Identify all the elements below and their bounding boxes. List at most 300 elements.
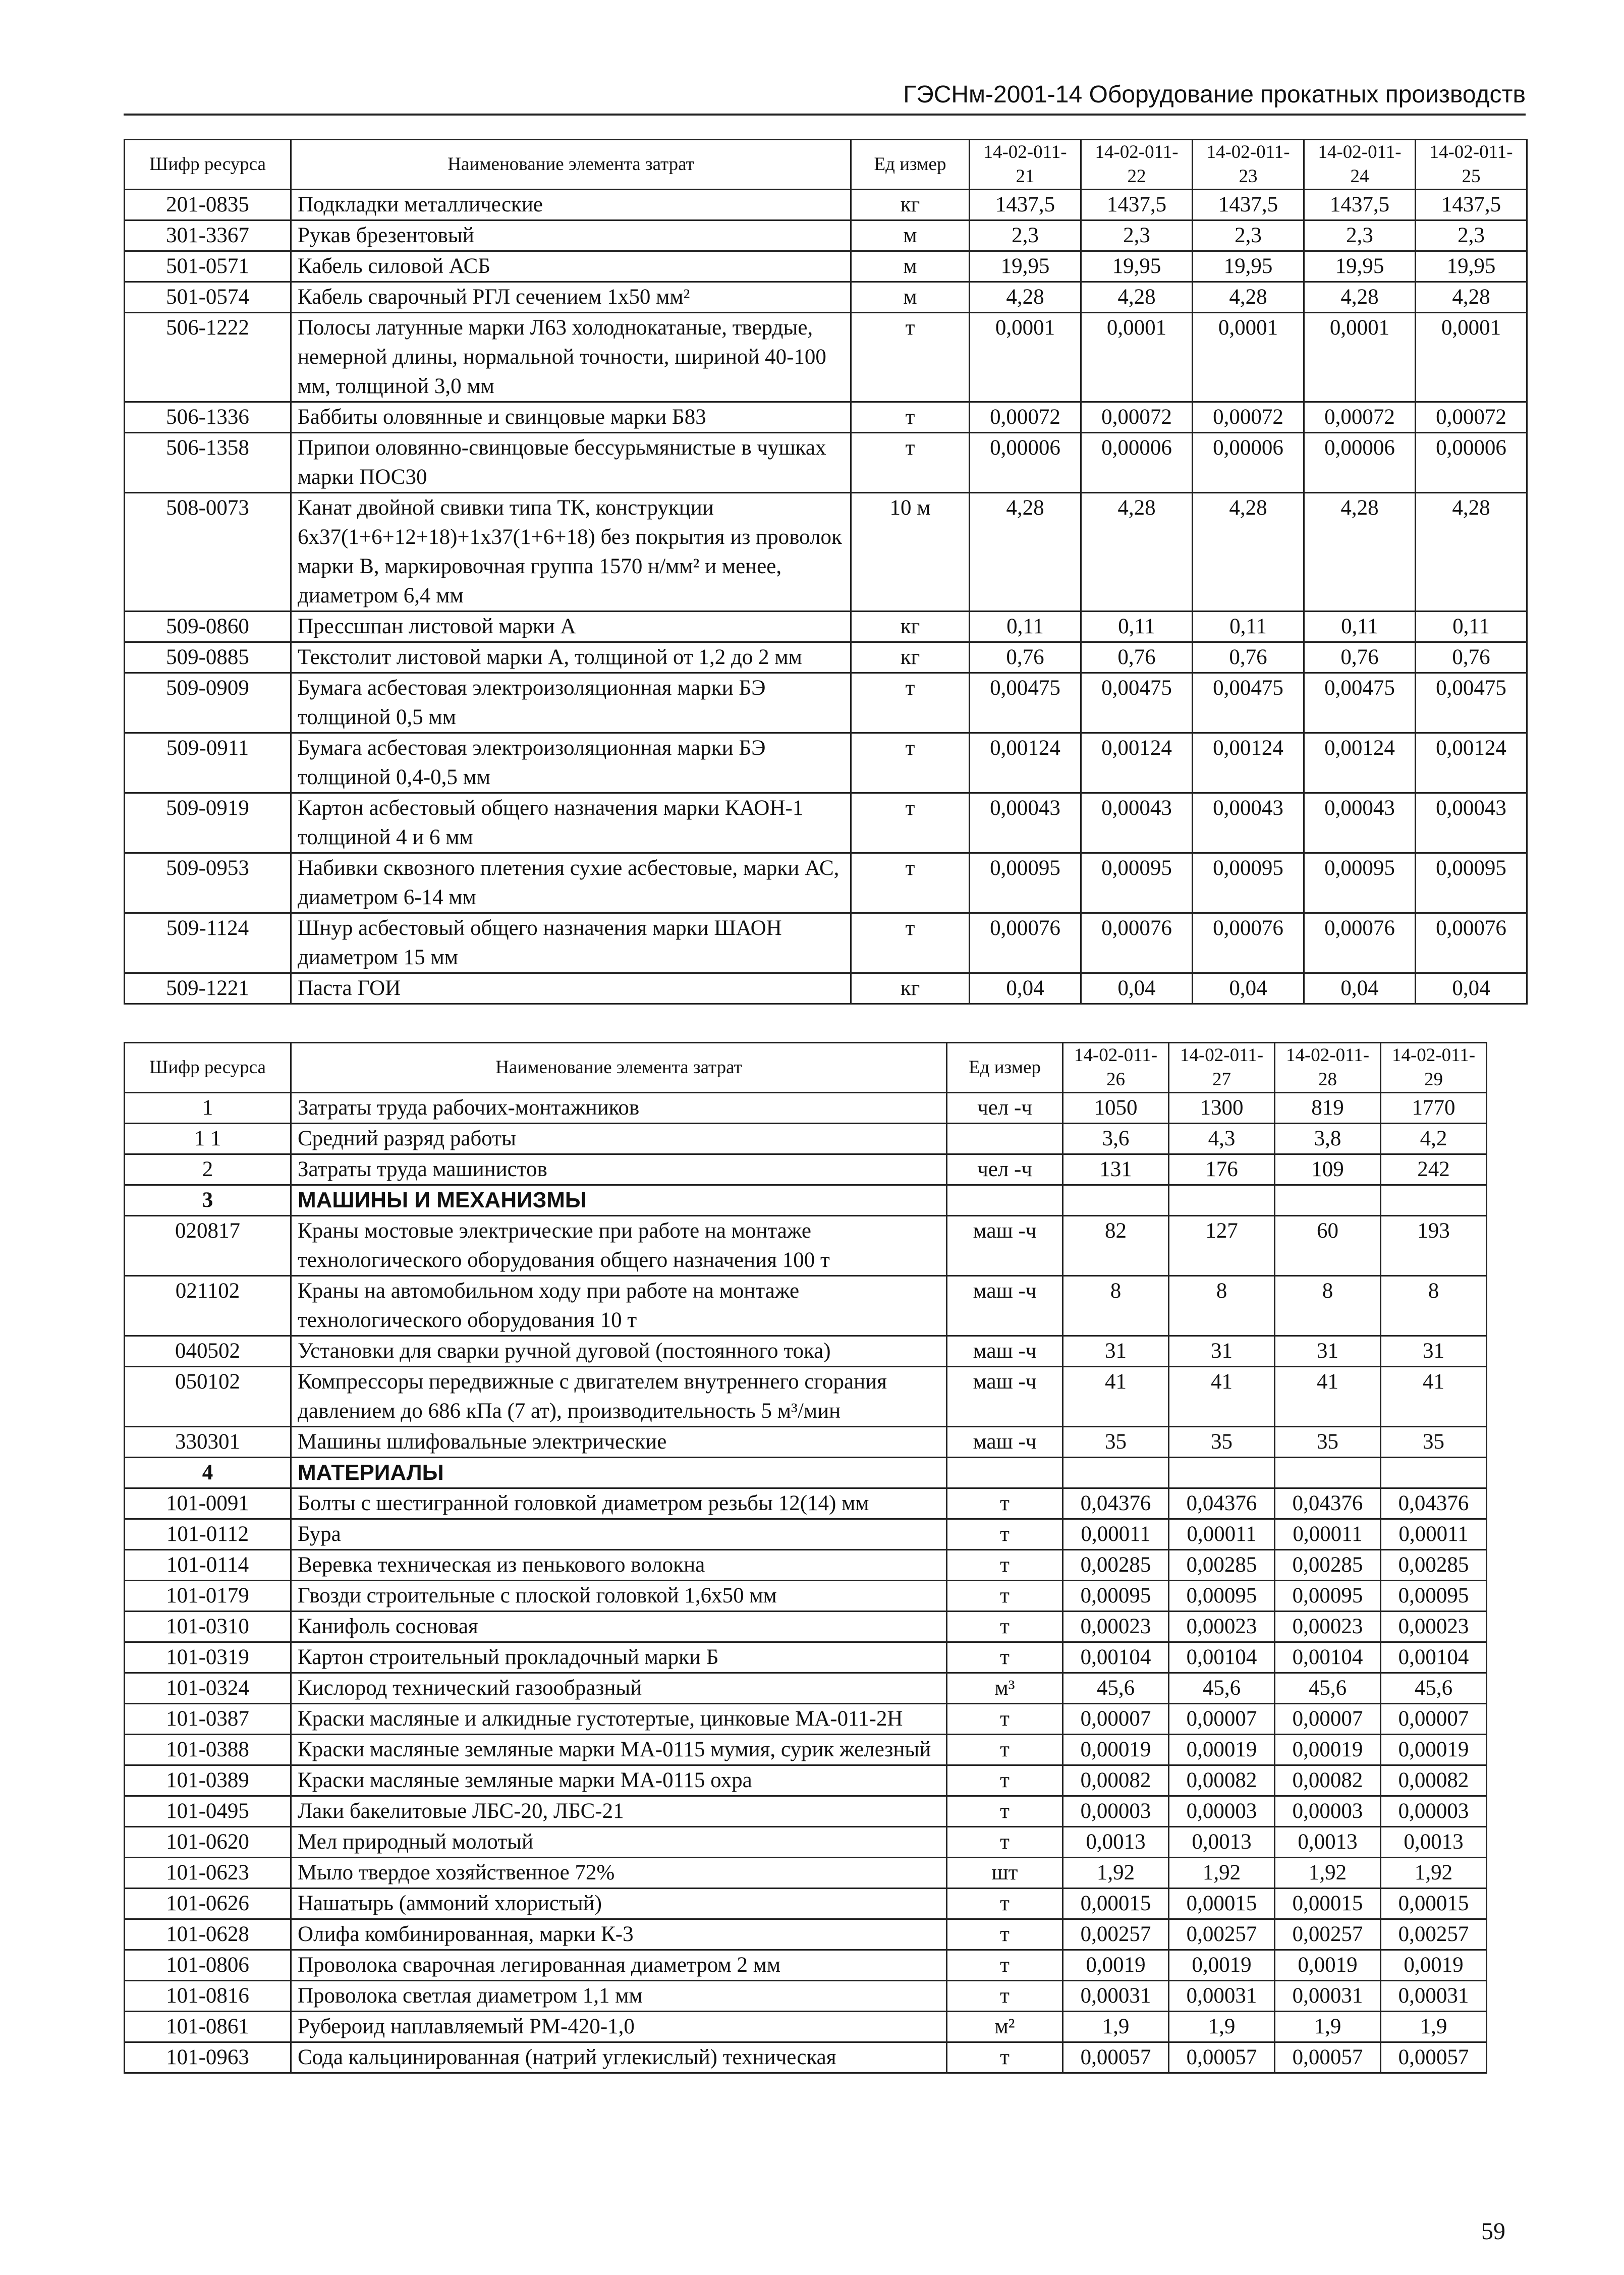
value-cell: 0,00475 <box>1193 673 1304 733</box>
value-cell: 4,28 <box>1416 493 1527 612</box>
resource-code-cell: 101-0806 <box>125 1950 291 1981</box>
value-cell: 0,00019 <box>1169 1735 1275 1765</box>
value-cell: 0,00057 <box>1275 2042 1381 2073</box>
table-row <box>125 1765 1487 1796</box>
value-cell: 0,00057 <box>1381 2042 1487 2073</box>
resource-name-cell: Рубероид наплавляемый РМ-420-1,0 <box>291 2012 947 2042</box>
resource-table-1 <box>124 139 1528 1005</box>
resource-code-cell: 506-1336 <box>125 402 291 433</box>
value-cell: 0,00072 <box>1193 402 1304 433</box>
value-cell: 0,00124 <box>1081 733 1193 793</box>
resource-code-cell: 101-0626 <box>125 1889 291 1919</box>
value-cell: 0,00007 <box>1275 1704 1381 1735</box>
table-row <box>125 1488 1487 1519</box>
value-cell: 0,00003 <box>1169 1796 1275 1827</box>
value-cell: 82 <box>1063 1216 1169 1276</box>
resource-code-cell: 101-0388 <box>125 1735 291 1765</box>
resource-name-cell: Канифоль сосновая <box>291 1612 947 1642</box>
value-cell: 0,00031 <box>1381 1981 1487 2012</box>
value-cell: 0,11 <box>1304 612 1416 642</box>
resource-code-cell: 509-0911 <box>125 733 291 793</box>
unit-cell: т <box>947 1519 1063 1550</box>
value-cell: 0,00257 <box>1381 1919 1487 1950</box>
resource-name-cell: Средний разряд работы <box>291 1124 947 1154</box>
resource-code-cell: 101-0816 <box>125 1981 291 2012</box>
unit-cell: т <box>947 1704 1063 1735</box>
unit-cell: чел -ч <box>947 1093 1063 1124</box>
value-cell: 0,00095 <box>1304 853 1416 913</box>
value-cell: 0,00019 <box>1381 1735 1487 1765</box>
value-cell: 41 <box>1063 1367 1169 1427</box>
resource-code-cell: 101-0091 <box>125 1488 291 1519</box>
value-cell: 1,9 <box>1169 2012 1275 2042</box>
unit-cell <box>947 1458 1063 1488</box>
table-row <box>125 913 1527 973</box>
resource-code-cell: 509-1124 <box>125 913 291 973</box>
unit-cell: шт <box>947 1858 1063 1889</box>
value-cell: 176 <box>1169 1154 1275 1185</box>
resource-name-cell: Шнур асбестовый общего назначения марки ШАОН диаметром 15 мм <box>291 913 851 973</box>
value-cell: 0,00095 <box>1169 1581 1275 1612</box>
table-row <box>125 1093 1487 1124</box>
column-header: 14-02-011-26 <box>1063 1043 1169 1093</box>
value-cell: 2,3 <box>1416 220 1527 251</box>
value-cell: 0,00285 <box>1063 1550 1169 1581</box>
resource-code-cell: 101-0620 <box>125 1827 291 1858</box>
value-cell: 0,00104 <box>1169 1642 1275 1673</box>
unit-cell: т <box>851 793 970 853</box>
table-row <box>125 1185 1487 1216</box>
value-cell: 4,28 <box>1416 282 1527 313</box>
value-cell: 0,11 <box>1193 612 1304 642</box>
unit-cell: кг <box>851 190 970 220</box>
value-cell: 0,76 <box>970 642 1081 673</box>
unit-cell <box>947 1185 1063 1216</box>
table-row <box>125 1154 1487 1185</box>
value-cell: 4,28 <box>1081 493 1193 612</box>
resource-code-cell: 021102 <box>125 1276 291 1336</box>
value-cell: 0,00124 <box>1416 733 1527 793</box>
value-cell: 0,76 <box>1081 642 1193 673</box>
resource-code-cell: 509-1221 <box>125 973 291 1004</box>
resource-name-cell: Проволока сварочная легированная диаметром 2 мм <box>291 1950 947 1981</box>
value-cell: 0,00285 <box>1169 1550 1275 1581</box>
value-cell: 1300 <box>1169 1093 1275 1124</box>
unit-cell: т <box>947 2042 1063 2073</box>
value-cell: 0,00007 <box>1381 1704 1487 1735</box>
table-row <box>125 733 1527 793</box>
value-cell: 0,00023 <box>1275 1612 1381 1642</box>
resource-name-cell: Мел природный молотый <box>291 1827 947 1858</box>
resource-name-cell: Компрессоры передвижные с двигателем внутреннего сгорания давлением до 686 кПа (7 ат), производительность 5 м³/мин <box>291 1367 947 1427</box>
column-header: Ед измер <box>947 1043 1063 1093</box>
resource-code-cell: 101-0628 <box>125 1919 291 1950</box>
value-cell: 0,04376 <box>1275 1488 1381 1519</box>
unit-cell: т <box>851 733 970 793</box>
unit-cell: т <box>947 1735 1063 1765</box>
value-cell: 0,00095 <box>1416 853 1527 913</box>
table-header-row <box>125 140 1527 190</box>
value-cell: 35 <box>1169 1427 1275 1458</box>
unit-cell: м³ <box>947 1673 1063 1704</box>
resource-code-cell: 101-0623 <box>125 1858 291 1889</box>
value-cell: 0,00043 <box>970 793 1081 853</box>
resource-name-cell: Баббиты оловянные и свинцовые марки Б83 <box>291 402 851 433</box>
value-cell: 131 <box>1063 1154 1169 1185</box>
value-cell: 819 <box>1275 1093 1381 1124</box>
unit-cell: т <box>851 402 970 433</box>
resource-name-cell: Нашатырь (аммоний хлористый) <box>291 1889 947 1919</box>
value-cell: 1437,5 <box>1193 190 1304 220</box>
resource-table-2 <box>124 1042 1487 2074</box>
resource-code-cell: 201-0835 <box>125 190 291 220</box>
value-cell: 1,9 <box>1381 2012 1487 2042</box>
value-cell: 0,00015 <box>1381 1889 1487 1919</box>
resource-name-cell: Полосы латунные марки Л63 холоднокатаные, твердые, немерной длины, нормальной точности, шириной 40-100 мм, толщиной 3,0 мм <box>291 313 851 402</box>
value-cell: 0,00031 <box>1063 1981 1169 2012</box>
value-cell: 8 <box>1063 1276 1169 1336</box>
value-cell: 4,28 <box>1304 493 1416 612</box>
resource-name-cell: Паста ГОИ <box>291 973 851 1004</box>
resource-code-cell: 2 <box>125 1154 291 1185</box>
table-row <box>125 1796 1487 1827</box>
table-row <box>125 402 1527 433</box>
resource-code-cell: 506-1358 <box>125 433 291 493</box>
value-cell: 0,00072 <box>1416 402 1527 433</box>
unit-cell: т <box>947 1765 1063 1796</box>
table-row <box>125 673 1527 733</box>
resource-name-cell: Припои оловянно-свинцовые бессурьмянистые в чушках марки ПОС30 <box>291 433 851 493</box>
value-cell: 0,00082 <box>1381 1765 1487 1796</box>
value-cell: 0,00011 <box>1275 1519 1381 1550</box>
value-cell: 4,28 <box>1304 282 1416 313</box>
column-header: 14-02-011-28 <box>1275 1043 1381 1093</box>
value-cell: 8 <box>1169 1276 1275 1336</box>
resource-name-cell: Краски масляные и алкидные густотертые, цинковые МА-011-2Н <box>291 1704 947 1735</box>
resource-name-cell: Подкладки металлические <box>291 190 851 220</box>
table-row <box>125 1427 1487 1458</box>
value-cell: 0,0013 <box>1063 1827 1169 1858</box>
value-cell: 1437,5 <box>1081 190 1193 220</box>
unit-cell: маш -ч <box>947 1336 1063 1367</box>
value-cell: 0,04376 <box>1063 1488 1169 1519</box>
value-cell: 19,95 <box>1416 251 1527 282</box>
value-cell: 0,00082 <box>1169 1765 1275 1796</box>
value-cell: 19,95 <box>970 251 1081 282</box>
value-cell: 0,00285 <box>1275 1550 1381 1581</box>
resource-name-cell: Проволока светлая диаметром 1,1 мм <box>291 1981 947 2012</box>
resource-name-cell: Текстолит листовой марки А, толщиной от 1,2 до 2 мм <box>291 642 851 673</box>
value-cell: 0,0019 <box>1063 1950 1169 1981</box>
unit-cell: кг <box>851 642 970 673</box>
resource-name-cell: Рукав брезентовый <box>291 220 851 251</box>
value-cell: 35 <box>1381 1427 1487 1458</box>
resource-name-cell: Бумага асбестовая электроизоляционная марки БЭ толщиной 0,5 мм <box>291 673 851 733</box>
value-cell: 0,04376 <box>1381 1488 1487 1519</box>
resource-code-cell: 1 <box>125 1093 291 1124</box>
value-cell: 1437,5 <box>970 190 1081 220</box>
value-cell: 2,3 <box>1304 220 1416 251</box>
unit-cell: чел -ч <box>947 1154 1063 1185</box>
value-cell: 4,28 <box>1081 282 1193 313</box>
value-cell: 8 <box>1381 1276 1487 1336</box>
column-header: 14-02-011-29 <box>1381 1043 1487 1093</box>
table-row <box>125 1704 1487 1735</box>
value-cell: 4,28 <box>970 493 1081 612</box>
value-cell: 0,00003 <box>1381 1796 1487 1827</box>
value-cell: 0,00257 <box>1169 1919 1275 1950</box>
table-row <box>125 1550 1487 1581</box>
table-row <box>125 1950 1487 1981</box>
value-cell: 0,00257 <box>1063 1919 1169 1950</box>
value-cell: 8 <box>1275 1276 1381 1336</box>
value-cell: 0,00006 <box>1193 433 1304 493</box>
resource-code-cell: 509-0909 <box>125 673 291 733</box>
value-cell: 0,00124 <box>1193 733 1304 793</box>
table-row <box>125 251 1527 282</box>
unit-cell: маш -ч <box>947 1216 1063 1276</box>
resource-code-cell: 101-0861 <box>125 2012 291 2042</box>
value-cell: 0,00006 <box>1416 433 1527 493</box>
value-cell: 1,92 <box>1063 1858 1169 1889</box>
value-cell: 4,28 <box>970 282 1081 313</box>
value-cell: 45,6 <box>1169 1673 1275 1704</box>
value-cell: 0,00072 <box>1304 402 1416 433</box>
value-cell: 0,00072 <box>1081 402 1193 433</box>
table-row <box>125 220 1527 251</box>
value-cell: 0,0019 <box>1169 1950 1275 1981</box>
value-cell: 0,0001 <box>1081 313 1193 402</box>
value-cell: 1770 <box>1381 1093 1487 1124</box>
resource-name-cell: МАТЕРИАЛЫ <box>291 1458 947 1488</box>
value-cell: 41 <box>1381 1367 1487 1427</box>
column-header: Наименование элемента затрат <box>291 140 851 190</box>
value-cell: 0,00124 <box>1304 733 1416 793</box>
resource-code-cell: 101-0324 <box>125 1673 291 1704</box>
value-cell: 0,00023 <box>1063 1612 1169 1642</box>
unit-cell <box>947 1124 1063 1154</box>
table-row <box>125 1216 1487 1276</box>
resource-name-cell: Краски масляные земляные марки МА-0115 охра <box>291 1765 947 1796</box>
resource-name-cell: Затраты труда машинистов <box>291 1154 947 1185</box>
unit-cell: т <box>947 1642 1063 1673</box>
value-cell: 2,3 <box>1193 220 1304 251</box>
value-cell: 0,00019 <box>1275 1735 1381 1765</box>
value-cell: 0,00095 <box>1081 853 1193 913</box>
table-row <box>125 1889 1487 1919</box>
resource-code-cell: 101-0495 <box>125 1796 291 1827</box>
page-number: 59 <box>1481 2218 1505 2245</box>
value-cell: 3,8 <box>1275 1124 1381 1154</box>
value-cell: 0,0013 <box>1381 1827 1487 1858</box>
table-row <box>125 1858 1487 1889</box>
value-cell <box>1063 1185 1169 1216</box>
resource-name-cell: Веревка техническая из пенькового волокна <box>291 1550 947 1581</box>
value-cell <box>1063 1458 1169 1488</box>
unit-cell: т <box>947 1827 1063 1858</box>
value-cell: 0,0001 <box>1304 313 1416 402</box>
resource-code-cell: 101-0179 <box>125 1581 291 1612</box>
unit-cell: кг <box>851 612 970 642</box>
value-cell: 0,00006 <box>970 433 1081 493</box>
value-cell: 0,00043 <box>1304 793 1416 853</box>
resource-name-cell: Кабель сварочный РГЛ сечением 1х50 мм² <box>291 282 851 313</box>
table-header-row <box>125 1043 1487 1093</box>
unit-cell: т <box>947 1488 1063 1519</box>
value-cell: 0,00007 <box>1063 1704 1169 1735</box>
unit-cell: маш -ч <box>947 1427 1063 1458</box>
table-row <box>125 1642 1487 1673</box>
value-cell: 0,00003 <box>1063 1796 1169 1827</box>
value-cell: 0,00076 <box>1304 913 1416 973</box>
unit-cell: т <box>851 313 970 402</box>
value-cell: 0,0013 <box>1275 1827 1381 1858</box>
value-cell: 4,28 <box>1193 493 1304 612</box>
resource-code-cell: 506-1222 <box>125 313 291 402</box>
resource-code-cell: 020817 <box>125 1216 291 1276</box>
unit-cell: т <box>947 1550 1063 1581</box>
value-cell: 0,00007 <box>1169 1704 1275 1735</box>
table-row <box>125 853 1527 913</box>
value-cell: 0,00043 <box>1416 793 1527 853</box>
resource-code-cell: 501-0571 <box>125 251 291 282</box>
value-cell: 0,76 <box>1193 642 1304 673</box>
resource-name-cell: Канат двойной свивки типа ТК, конструкции 6х37(1+6+12+18)+1х37(1+6+18) без покрытия из проволок марки В, маркировочная группа 1570 н/мм² и менее, диаметром 6,4 мм <box>291 493 851 612</box>
resource-code-cell: 040502 <box>125 1336 291 1367</box>
value-cell: 45,6 <box>1381 1673 1487 1704</box>
resource-code-cell: 050102 <box>125 1367 291 1427</box>
resource-name-cell: Мыло твердое хозяйственное 72% <box>291 1858 947 1889</box>
resource-name-cell: Олифа комбинированная, марки К-3 <box>291 1919 947 1950</box>
resource-name-cell: МАШИНЫ И МЕХАНИЗМЫ <box>291 1185 947 1216</box>
resource-code-cell: 101-0114 <box>125 1550 291 1581</box>
table-row <box>125 1981 1487 2012</box>
value-cell: 0,04376 <box>1169 1488 1275 1519</box>
value-cell: 31 <box>1063 1336 1169 1367</box>
value-cell: 41 <box>1169 1367 1275 1427</box>
value-cell: 1,92 <box>1169 1858 1275 1889</box>
value-cell <box>1381 1185 1487 1216</box>
value-cell: 19,95 <box>1193 251 1304 282</box>
value-cell: 0,00475 <box>1081 673 1193 733</box>
value-cell: 127 <box>1169 1216 1275 1276</box>
column-header: Наименование элемента затрат <box>291 1043 947 1093</box>
value-cell: 31 <box>1169 1336 1275 1367</box>
value-cell: 0,04 <box>1416 973 1527 1004</box>
column-header: 14-02-011-25 <box>1416 140 1527 190</box>
value-cell: 0,00011 <box>1169 1519 1275 1550</box>
resource-name-cell: Картон строительный прокладочный марки Б <box>291 1642 947 1673</box>
value-cell: 0,00076 <box>1416 913 1527 973</box>
value-cell: 31 <box>1381 1336 1487 1367</box>
value-cell: 45,6 <box>1063 1673 1169 1704</box>
table-row <box>125 2042 1487 2073</box>
table-row <box>125 433 1527 493</box>
value-cell: 0,11 <box>1081 612 1193 642</box>
resource-name-cell: Машины шлифовальные электрические <box>291 1427 947 1458</box>
resource-name-cell: Краски масляные земляные марки МА-0115 мумия, сурик железный <box>291 1735 947 1765</box>
unit-cell: кг <box>851 973 970 1004</box>
resource-code-cell: 101-0319 <box>125 1642 291 1673</box>
resource-name-cell: Краны на автомобильном ходу при работе на монтаже технологического оборудования 10 т <box>291 1276 947 1336</box>
value-cell: 0,04 <box>1304 973 1416 1004</box>
value-cell: 0,04 <box>1193 973 1304 1004</box>
value-cell: 19,95 <box>1304 251 1416 282</box>
column-header: Ед измер <box>851 140 970 190</box>
unit-cell: т <box>851 673 970 733</box>
resource-name-cell: Сода кальцинированная (натрий углекислый) техническая <box>291 2042 947 2073</box>
table-row <box>125 2012 1487 2042</box>
table-row <box>125 642 1527 673</box>
page-header <box>124 76 1526 116</box>
value-cell: 4,3 <box>1169 1124 1275 1154</box>
value-cell: 0,00285 <box>1381 1550 1487 1581</box>
value-cell: 0,00043 <box>1081 793 1193 853</box>
value-cell: 19,95 <box>1081 251 1193 282</box>
unit-cell: т <box>851 433 970 493</box>
value-cell: 0,0001 <box>1416 313 1527 402</box>
value-cell: 0,00031 <box>1275 1981 1381 2012</box>
table-row <box>125 1458 1487 1488</box>
value-cell: 0,00031 <box>1169 1981 1275 2012</box>
resource-name-cell: Затраты труда рабочих-монтажников <box>291 1093 947 1124</box>
resource-code-cell: 101-0310 <box>125 1612 291 1642</box>
unit-cell: т <box>851 853 970 913</box>
value-cell: 0,00057 <box>1063 2042 1169 2073</box>
resource-code-cell: 509-0953 <box>125 853 291 913</box>
value-cell: 0,04 <box>970 973 1081 1004</box>
value-cell: 0,00082 <box>1063 1765 1169 1796</box>
value-cell: 0,0019 <box>1381 1950 1487 1981</box>
unit-cell: м² <box>947 2012 1063 2042</box>
value-cell: 109 <box>1275 1154 1381 1185</box>
table-row <box>125 1919 1487 1950</box>
table-row <box>125 1336 1487 1367</box>
value-cell: 45,6 <box>1275 1673 1381 1704</box>
resource-code-cell: 3 <box>125 1185 291 1216</box>
value-cell: 31 <box>1275 1336 1381 1367</box>
unit-cell: маш -ч <box>947 1276 1063 1336</box>
resource-name-cell: Кабель силовой АСБ <box>291 251 851 282</box>
value-cell: 0,00095 <box>1063 1581 1169 1612</box>
unit-cell: маш -ч <box>947 1367 1063 1427</box>
value-cell: 1437,5 <box>1304 190 1416 220</box>
unit-cell: 10 м <box>851 493 970 612</box>
resource-name-cell: Болты с шестигранной головкой диаметром резьбы 12(14) мм <box>291 1488 947 1519</box>
value-cell: 0,00475 <box>970 673 1081 733</box>
table-row <box>125 1519 1487 1550</box>
value-cell: 0,00023 <box>1381 1612 1487 1642</box>
column-header: 14-02-011-23 <box>1193 140 1304 190</box>
resource-code-cell: 4 <box>125 1458 291 1488</box>
resource-name-cell: Гвозди строительные с плоской головкой 1,6х50 мм <box>291 1581 947 1612</box>
resource-code-cell: 509-0885 <box>125 642 291 673</box>
resource-code-cell: 509-0860 <box>125 612 291 642</box>
resource-name-cell: Краны мостовые электрические при работе на монтаже технологического оборудования общего назначения 100 т <box>291 1216 947 1276</box>
value-cell: 2,3 <box>1081 220 1193 251</box>
value-cell: 4,2 <box>1381 1124 1487 1154</box>
value-cell: 0,0001 <box>1193 313 1304 402</box>
value-cell: 0,00076 <box>970 913 1081 973</box>
value-cell: 0,00095 <box>1193 853 1304 913</box>
value-cell: 0,00095 <box>1275 1581 1381 1612</box>
table-row <box>125 612 1527 642</box>
value-cell <box>1275 1458 1381 1488</box>
resource-name-cell: Картон асбестовый общего назначения марки КАОН-1 толщиной 4 и 6 мм <box>291 793 851 853</box>
value-cell: 0,00257 <box>1275 1919 1381 1950</box>
value-cell: 60 <box>1275 1216 1381 1276</box>
resource-name-cell: Лаки бакелитовые ЛБС-20, ЛБС-21 <box>291 1796 947 1827</box>
